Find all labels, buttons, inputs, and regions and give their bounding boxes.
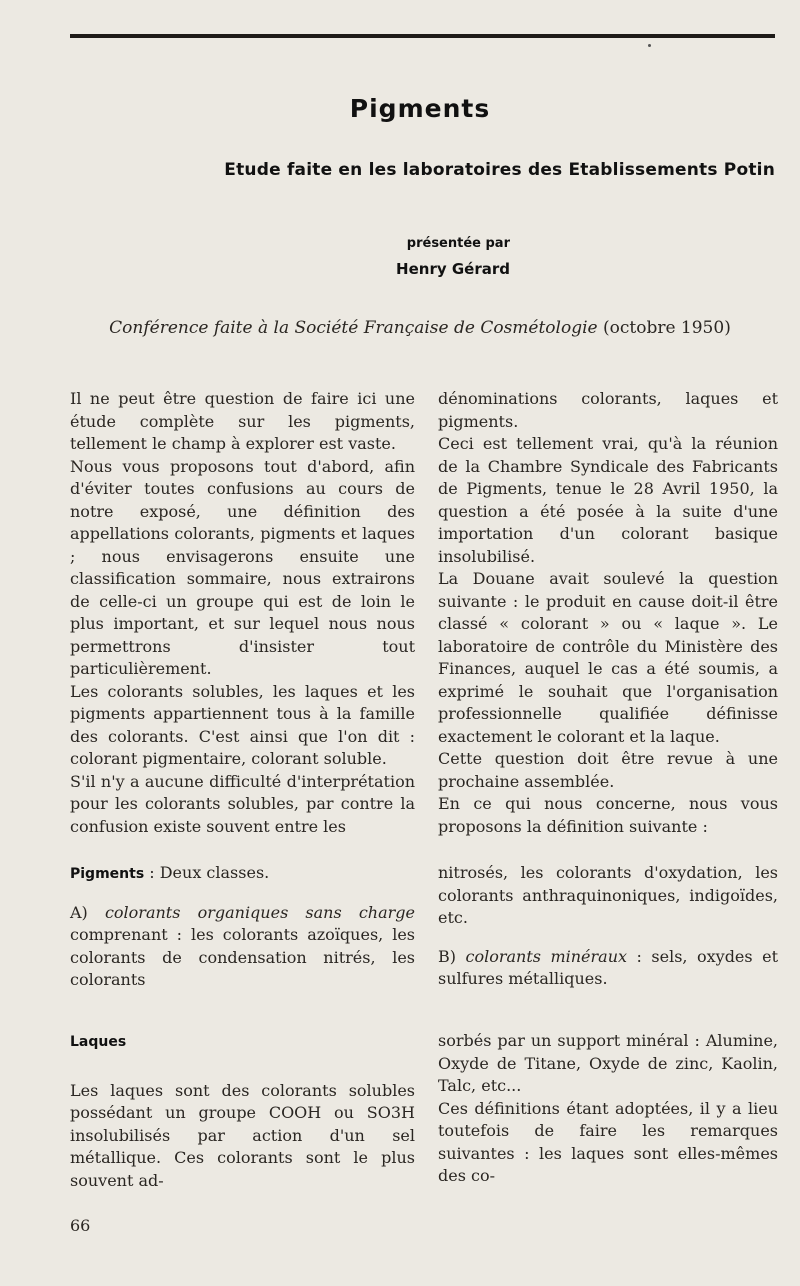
paragraph: Nous vous proposons tout d'abord, afin d'éviter toutes confusions au cours de notre exposé, une définition des appellations colorants, pigments et laques ; nous envisagerons ensuite une classification sommaire, nous extrairons de celle-ci un groupe qui est de loin le plus important, et sur lequel nous nous permettrons d'insister tout particulièrement. xyxy=(70,456,415,678)
paragraph: Il ne peut être question de faire ici une étude complète sur les pigments, tellement le champ à explorer est vaste. xyxy=(70,389,415,453)
intro-right-column xyxy=(438,388,778,838)
pigments-heading-line xyxy=(70,862,415,886)
paragraph: Ces définitions étant adoptées, il y a lieu toutefois de faire les remarques suivantes : les laques sont elles-mêmes des co- xyxy=(438,1098,778,1185)
section-heading-pigments: Pigments xyxy=(70,866,145,882)
conference-line xyxy=(80,318,760,338)
class-b-label: B) xyxy=(438,946,466,966)
paragraph: Ceci est tellement vrai, qu'à la réunion de la Chambre Syndicale des Fabricants de Pigments, tenue le 28 Avril 1950, la question a été posée à la suite d'une importation d'un colorant basique insolubilisé. xyxy=(438,434,778,566)
paragraph: Cette question doit être revue à une prochaine assemblée. xyxy=(438,749,778,791)
paragraph: dénominations colorants, laques et pigments. xyxy=(438,389,778,431)
laques-left-column xyxy=(70,1030,415,1192)
pigments-class-a xyxy=(70,902,415,992)
subtitle: Etude faite en les laboratoires des Etablissements Potin xyxy=(224,160,775,180)
class-a-italic: colorants organiques sans charge xyxy=(104,902,416,922)
paragraph: nitrosés, les colorants d'oxydation, les colorants anthraquinoniques, indigoïdes, etc. xyxy=(438,863,778,927)
pigments-classes: : Deux classes. xyxy=(144,863,270,882)
author: Henry Gérard xyxy=(396,260,510,278)
paragraph: S'il n'y a aucune difficulté d'interprétation pour les colorants solubles, par contre la confusion existe souvent entre les xyxy=(70,771,415,836)
paragraph: Les laques sont des colorants solubles possédant un groupe COOH ou SO3H insolubilisés par action d'un sel métallique. Ces colorants sont le plus souvent ad- xyxy=(70,1080,415,1190)
pigments-left-column xyxy=(70,862,415,992)
page-number: 66 xyxy=(70,1216,91,1235)
pigments-right-column xyxy=(438,862,778,991)
presented-by: présentée par xyxy=(406,236,510,251)
class-b-italic: colorants minéraux xyxy=(465,946,628,966)
paragraph: La Douane avait soulevé la question suivante : le produit en cause doit-il être classé « colorant » ou « laque ». Le laboratoire de contrôle du Ministère des Finances, auquel le cas a été soumis, a exprimé le souhait que l'organisation professionnelle qualifiée définisse exactement le colorant et la laque. xyxy=(438,569,778,746)
top-rule xyxy=(70,34,775,38)
page-title: Pigments xyxy=(349,94,491,123)
class-a-label: A) xyxy=(70,902,105,922)
intro-left-column xyxy=(70,388,415,838)
paragraph: En ce qui nous concerne, nous vous proposons la définition suivante : xyxy=(438,794,778,836)
pigments-class-b xyxy=(438,946,778,991)
section-heading-laques: Laques xyxy=(70,1034,127,1050)
paragraph: sorbés par un support minéral : Alumine, Oxyde de Titane, Oxyde de zinc, Kaolin, Talc, etc... xyxy=(438,1031,778,1095)
class-b-text: : sels, oxydes et sulfures métalliques. xyxy=(438,946,779,988)
ink-dot xyxy=(648,44,651,47)
conference-name: Conférence faite à la Société Française de Cosmétologie xyxy=(109,318,598,338)
class-a-text: comprenant : les colorants azoïques, les colorants de condensation nitrés, les colorants xyxy=(70,925,415,989)
paragraph: Les colorants solubles, les laques et les pigments appartiennent tous à la famille des colorants. C'est ainsi que l'on dit : colorant pigmentaire, colorant soluble. xyxy=(70,681,415,768)
conference-date: (octobre 1950) xyxy=(603,318,731,338)
laques-right-column xyxy=(438,1030,778,1188)
